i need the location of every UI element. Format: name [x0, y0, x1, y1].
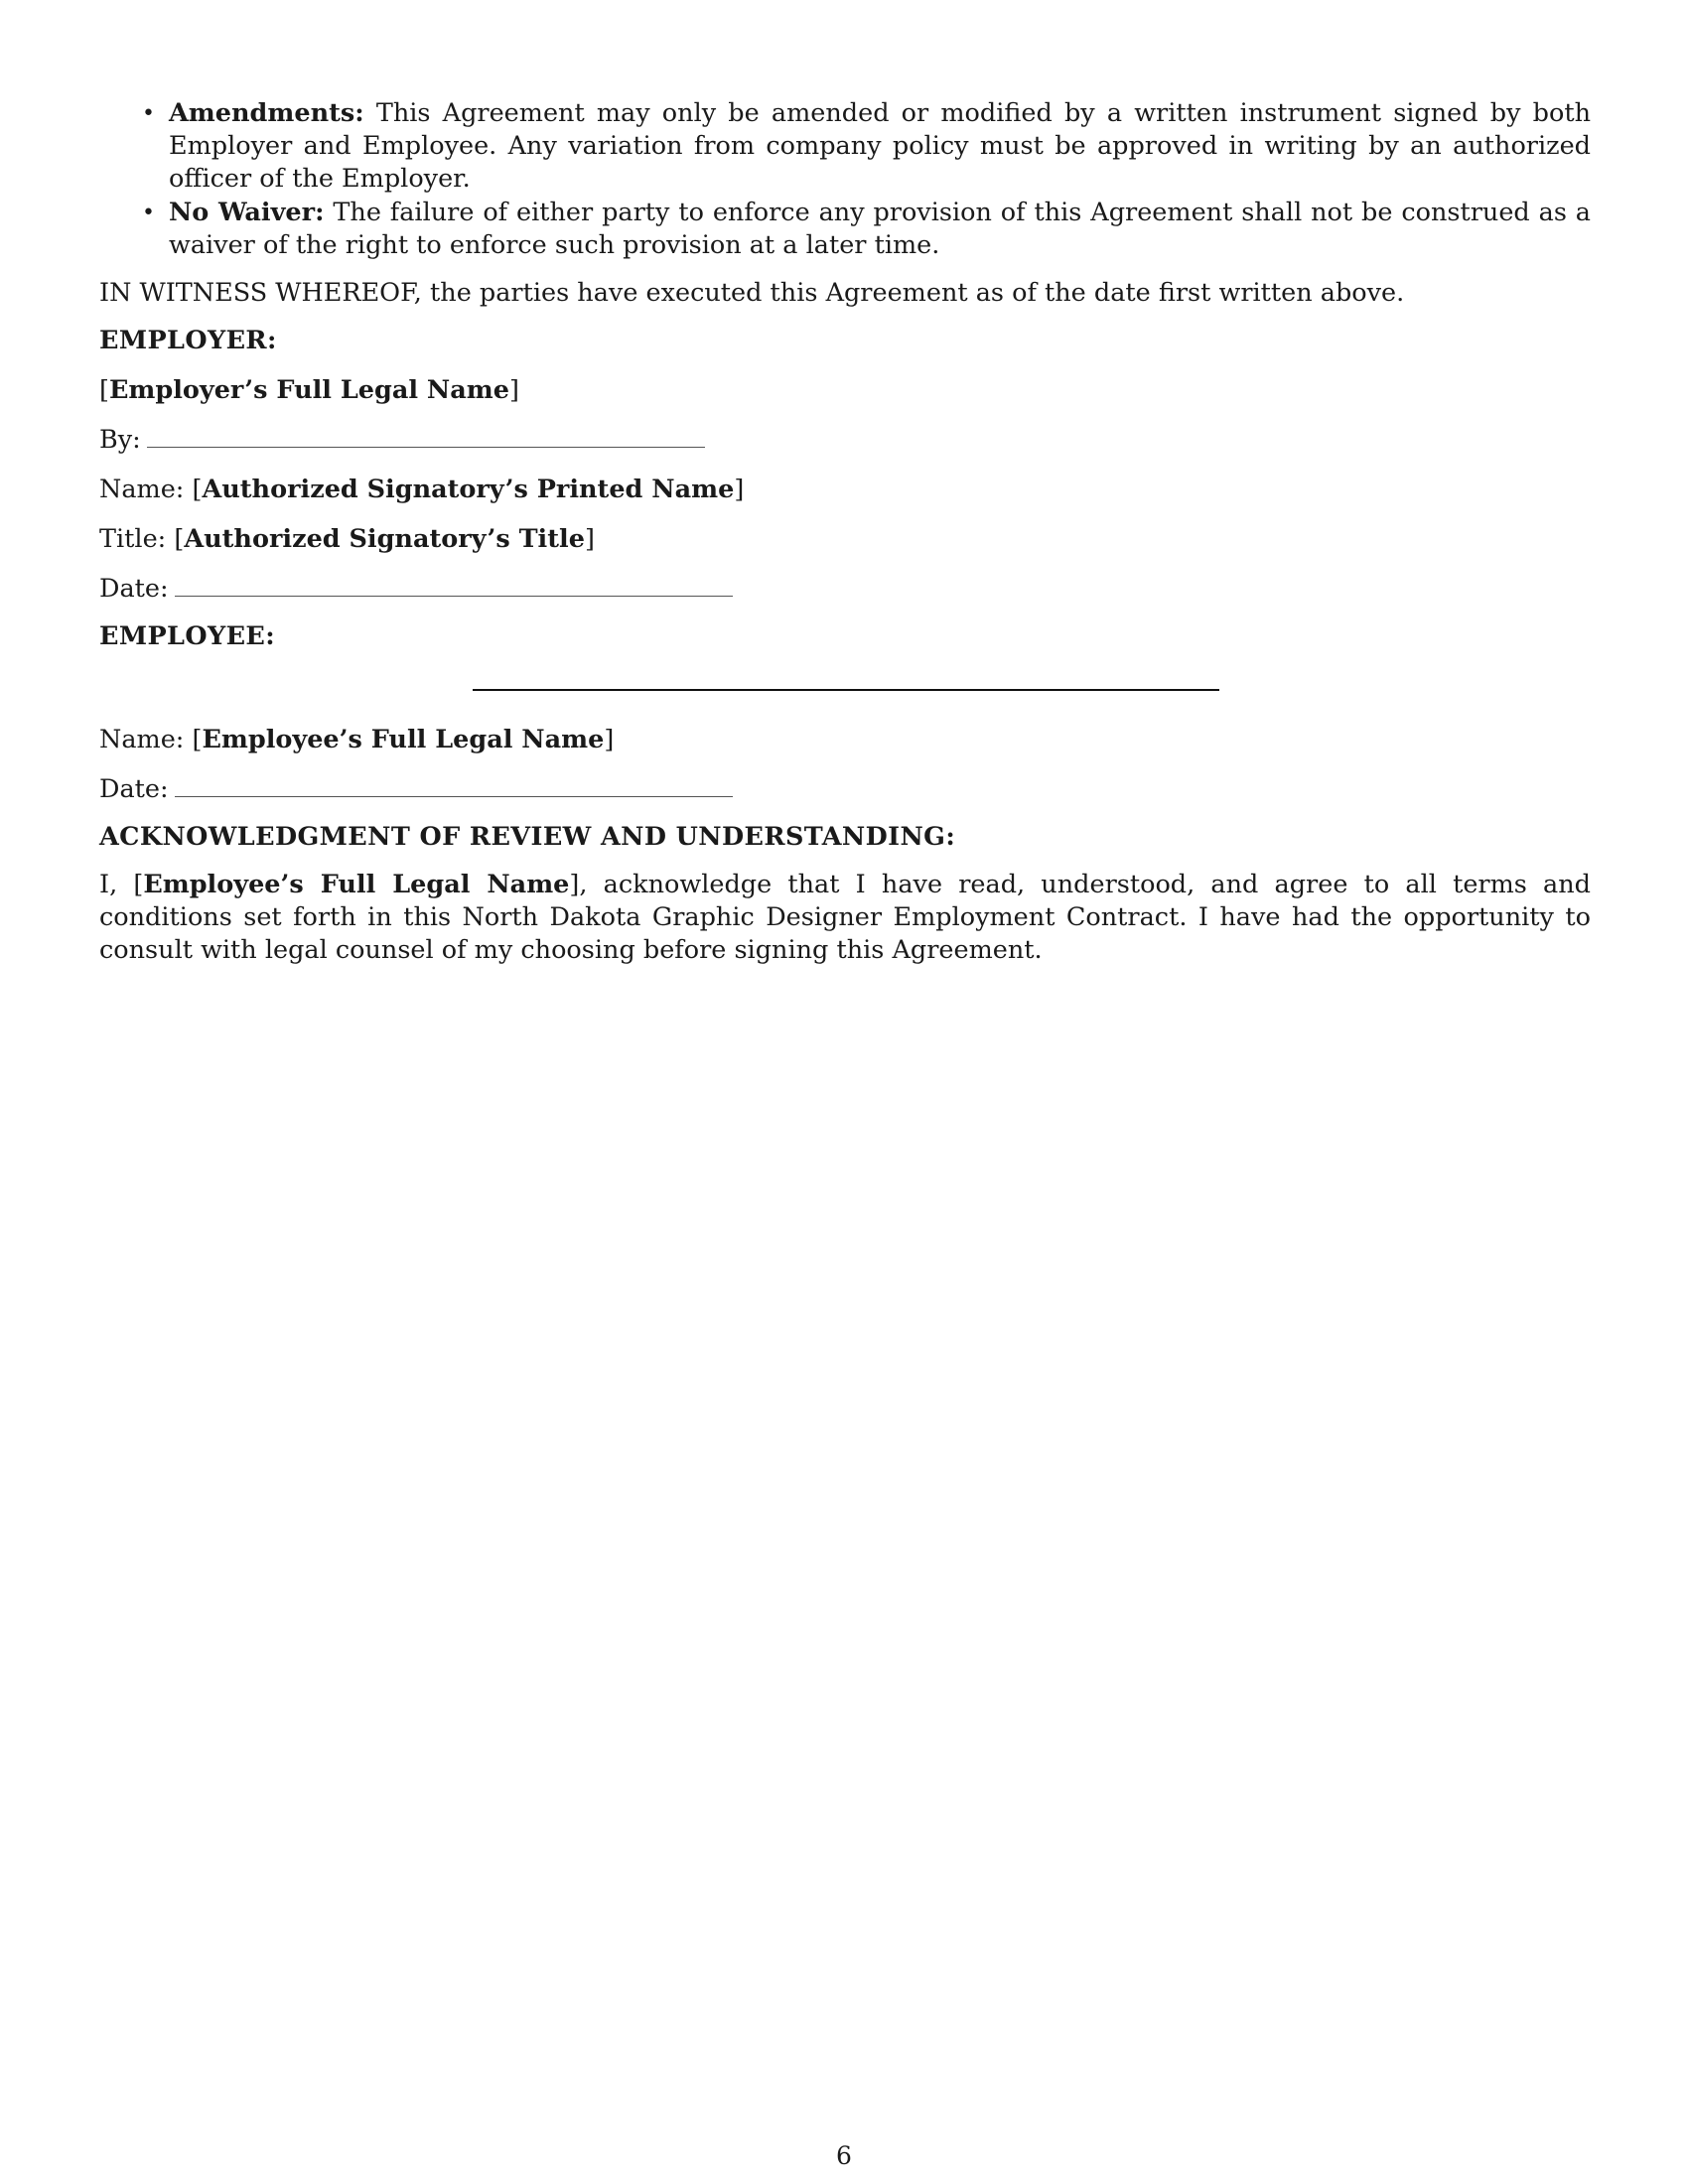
- clause-label: No Waiver:: [169, 198, 325, 227]
- employee-date-line: [99, 773, 1591, 806]
- employer-name-placeholder: Employer’s Full Legal Name: [108, 375, 509, 405]
- bullet-icon: •: [142, 101, 155, 126]
- ack-prefix: I, [: [99, 870, 144, 899]
- signatory-title-placeholder: Authorized Signatory’s Title: [184, 524, 585, 554]
- acknowledgment-heading: ACKNOWLEDGMENT OF REVIEW AND UNDERSTANDING:: [99, 822, 956, 852]
- document-page: [99, 97, 1591, 967]
- employer-date-field[interactable]: [175, 595, 733, 597]
- employer-by-line: [99, 424, 1591, 457]
- signatory-title-line: Title: [Authorized Signatory’s Title]: [99, 524, 595, 554]
- date-label: Date:: [99, 574, 169, 604]
- ack-body: ], acknowledge that I have read, understood, and agree to all terms and conditions set forth in this North Dakota Graphic Designer Employment Contract. I have had the opportunity to consult with legal counsel of my choosing before signing this Agreement.: [99, 870, 1592, 965]
- employee-name-placeholder: Employee’s Full Legal Name: [202, 725, 605, 754]
- clause-text: This Agreement may only be amended or modified by a written instrument signed by both Employer and Employee. Any variation from company policy must be approved in writing by an authorized officer of the Employer.: [169, 98, 1591, 194]
- employer-date-line: [99, 573, 1591, 606]
- employee-date-field[interactable]: [175, 795, 733, 797]
- page-number: 6: [836, 2141, 852, 2170]
- name-label: Name:: [99, 475, 185, 504]
- date-label: Date:: [99, 774, 169, 804]
- employer-name-line: [Employer’s Full Legal Name]: [99, 375, 519, 405]
- employee-signature-area: [99, 657, 1591, 707]
- by-label: By:: [99, 425, 141, 455]
- witness-statement: IN WITNESS WHEREOF, the parties have executed this Agreement as of the date first written above.: [99, 278, 1405, 308]
- ack-employee-name-placeholder: Employee’s Full Legal Name: [143, 870, 570, 899]
- name-label: Name:: [99, 725, 185, 754]
- title-label: Title:: [99, 524, 167, 554]
- bullet-icon: •: [142, 201, 155, 225]
- list-item: [142, 97, 1591, 196]
- employer-heading: EMPLOYER:: [99, 326, 277, 355]
- signatory-name-line: Name: [Authorized Signatory’s Printed Name]: [99, 475, 745, 504]
- clause-label: Amendments:: [169, 98, 364, 128]
- acknowledgment-text: [99, 869, 1591, 967]
- employee-signature-field[interactable]: [473, 689, 1219, 691]
- signatory-name-placeholder: Authorized Signatory’s Printed Name: [202, 475, 735, 504]
- list-item: [142, 197, 1591, 262]
- employer-signature-field[interactable]: [147, 446, 705, 448]
- clause-text: The failure of either party to enforce any provision of this Agreement shall not be construed as a waiver of the right to enforce such provision at a later time.: [169, 198, 1591, 260]
- employee-heading: EMPLOYEE:: [99, 621, 276, 651]
- clause-list: [99, 97, 1591, 262]
- employee-name-line: Name: [Employee’s Full Legal Name]: [99, 725, 615, 754]
